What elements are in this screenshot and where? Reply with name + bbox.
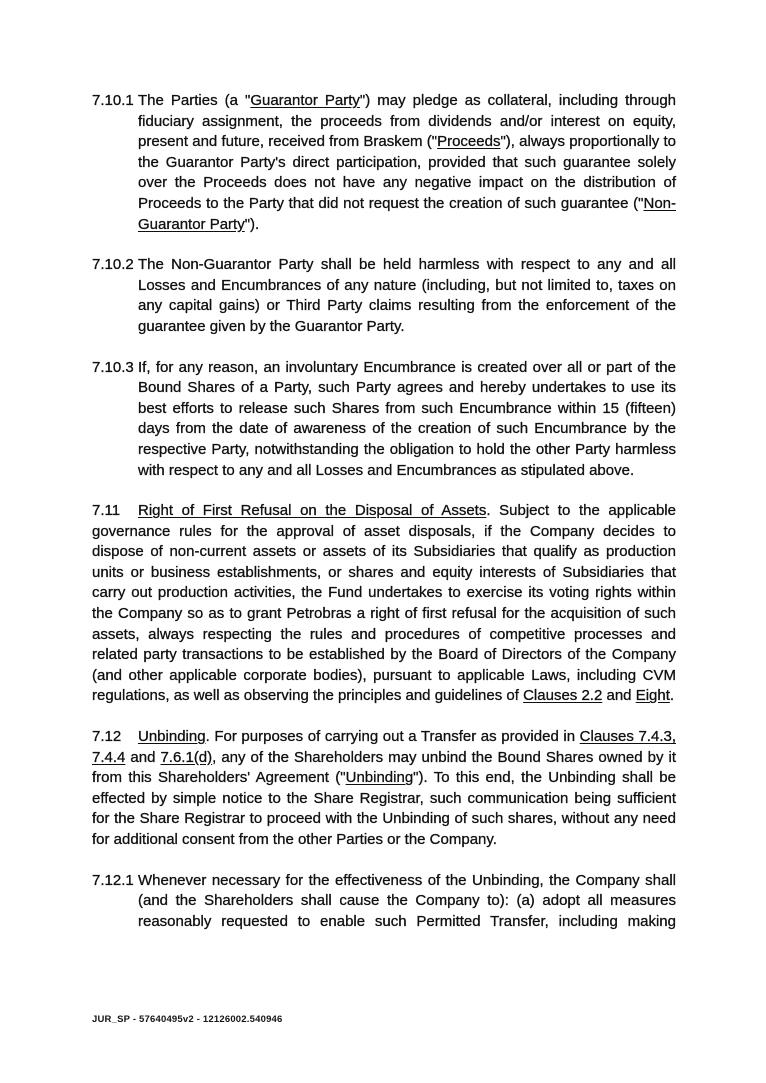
- defined-term: 7.6.1(d): [160, 748, 213, 766]
- paragraph-7.10.1: [92, 91, 676, 235]
- text-run: Whenever necessary for the effectiveness of the Unbinding, the Company shall (and the Shareholders shall cause the Company to): (a) adopt all measures reasonably requested to enable such Permitted Transfer, including making: [138, 871, 676, 930]
- defined-term: Unbinding: [138, 728, 206, 746]
- clause-number: 7.10.1: [92, 92, 134, 109]
- paragraph-7.11: [92, 501, 676, 707]
- document-body: [92, 91, 676, 952]
- clause-number: 7.10.3: [92, 358, 134, 376]
- clause-number: 7.11: [92, 502, 121, 520]
- text-run: ").: [244, 215, 260, 233]
- paragraph-7.10.3: [92, 358, 676, 482]
- text-run: . For purposes of carrying out a Transfer as provided in: [205, 728, 580, 746]
- text-run: and: [125, 748, 161, 766]
- text-run: ") may pledge as collateral, including through fiduciary assignment, the proceeds from dividends and/or interest on equity, present and future, received from Braskem (": [138, 92, 676, 151]
- paragraph-7.12.1: [92, 871, 676, 933]
- clause-number: 7.10.2: [92, 256, 134, 274]
- defined-term: Clauses 7.4.3,: [579, 728, 676, 746]
- defined-term: 7.4.4: [92, 748, 126, 766]
- defined-term: Eight: [635, 687, 670, 705]
- defined-term: Guarantor Party: [250, 92, 360, 109]
- defined-term: Proceeds: [437, 133, 501, 151]
- paragraph-7.10.2: [92, 255, 676, 337]
- defined-term: Non-Guarantor Party: [138, 194, 676, 233]
- text-run: The Parties (a ": [138, 92, 251, 109]
- clause-number: 7.12.1: [92, 871, 134, 889]
- text-run: , any of the Shareholders may unbind the Bound Shares owned by it from this Shareholders' Agreement (": [92, 748, 676, 787]
- paragraph-7.12: [92, 727, 676, 851]
- text-run: "), always proportionally to the Guarantor Party's direct participation, provided that such guarantee solely over the Proceeds does not have any negative impact on the distribution of Proceeds to the Party that did not request the creation of such guarantee (": [138, 133, 676, 212]
- text-run: .: [669, 687, 675, 705]
- defined-term: Clauses 2.2: [523, 687, 603, 705]
- defined-term: Right of First Refusal on the Disposal of Assets: [138, 502, 487, 520]
- text-run: "). To this end, the Unbinding shall be effected by simple notice to the Share Registrar, such communication being sufficient for the Share Registrar to proceed with the Unbinding of such shares, without any need for additional consent from the other Parties or the Company.: [92, 769, 676, 848]
- text-run: If, for any reason, an involuntary Encumbrance is created over all or part of the Bound Shares of a Party, such Party agrees and hereby undertakes to use its best efforts to release such Shares from such Encumbrance within 15 (fifteen) days from the date of awareness of the creation of such Encumbrance by the respective Party, notwithstanding the obligation to hold the other Party harmless with respect to any and all Losses and Encumbrances as stipulated above.: [138, 358, 676, 479]
- text-run: The Non-Guarantor Party shall be held harmless with respect to any and all Losses and Encumbrances of any nature (including, but not limited to, taxes on any capital gains) or Third Party claims resulting from the enforcement of the guarantee given by the Guarantor Party.: [138, 256, 676, 335]
- text-run: and: [602, 687, 636, 705]
- defined-term: Unbinding: [345, 769, 414, 787]
- clause-number: 7.12: [92, 728, 122, 746]
- footer-reference: JUR_SP - 57640495v2 - 12126002.540946: [92, 1014, 283, 1025]
- text-run: . Subject to the applicable governance rules for the approval of asset disposals, if the Company decides to dispose of non-current assets or assets of its Subsidiaries that qualify as production units or business establishments, or shares and equity interests of Subsidiaries that carry out production activities, the Fund undertakes to exercise its voting rights within the Company so as to grant Petrobras a right of first refusal for the acquisition of such assets, always respecting the rules and procedures of competitive processes and related party transactions to be established by the Board of Directors of the Company (and other applicable corporate bodies), pursuant to applicable Laws, including CVM regulations, as well as observing the principles and guidelines of: [92, 502, 676, 705]
